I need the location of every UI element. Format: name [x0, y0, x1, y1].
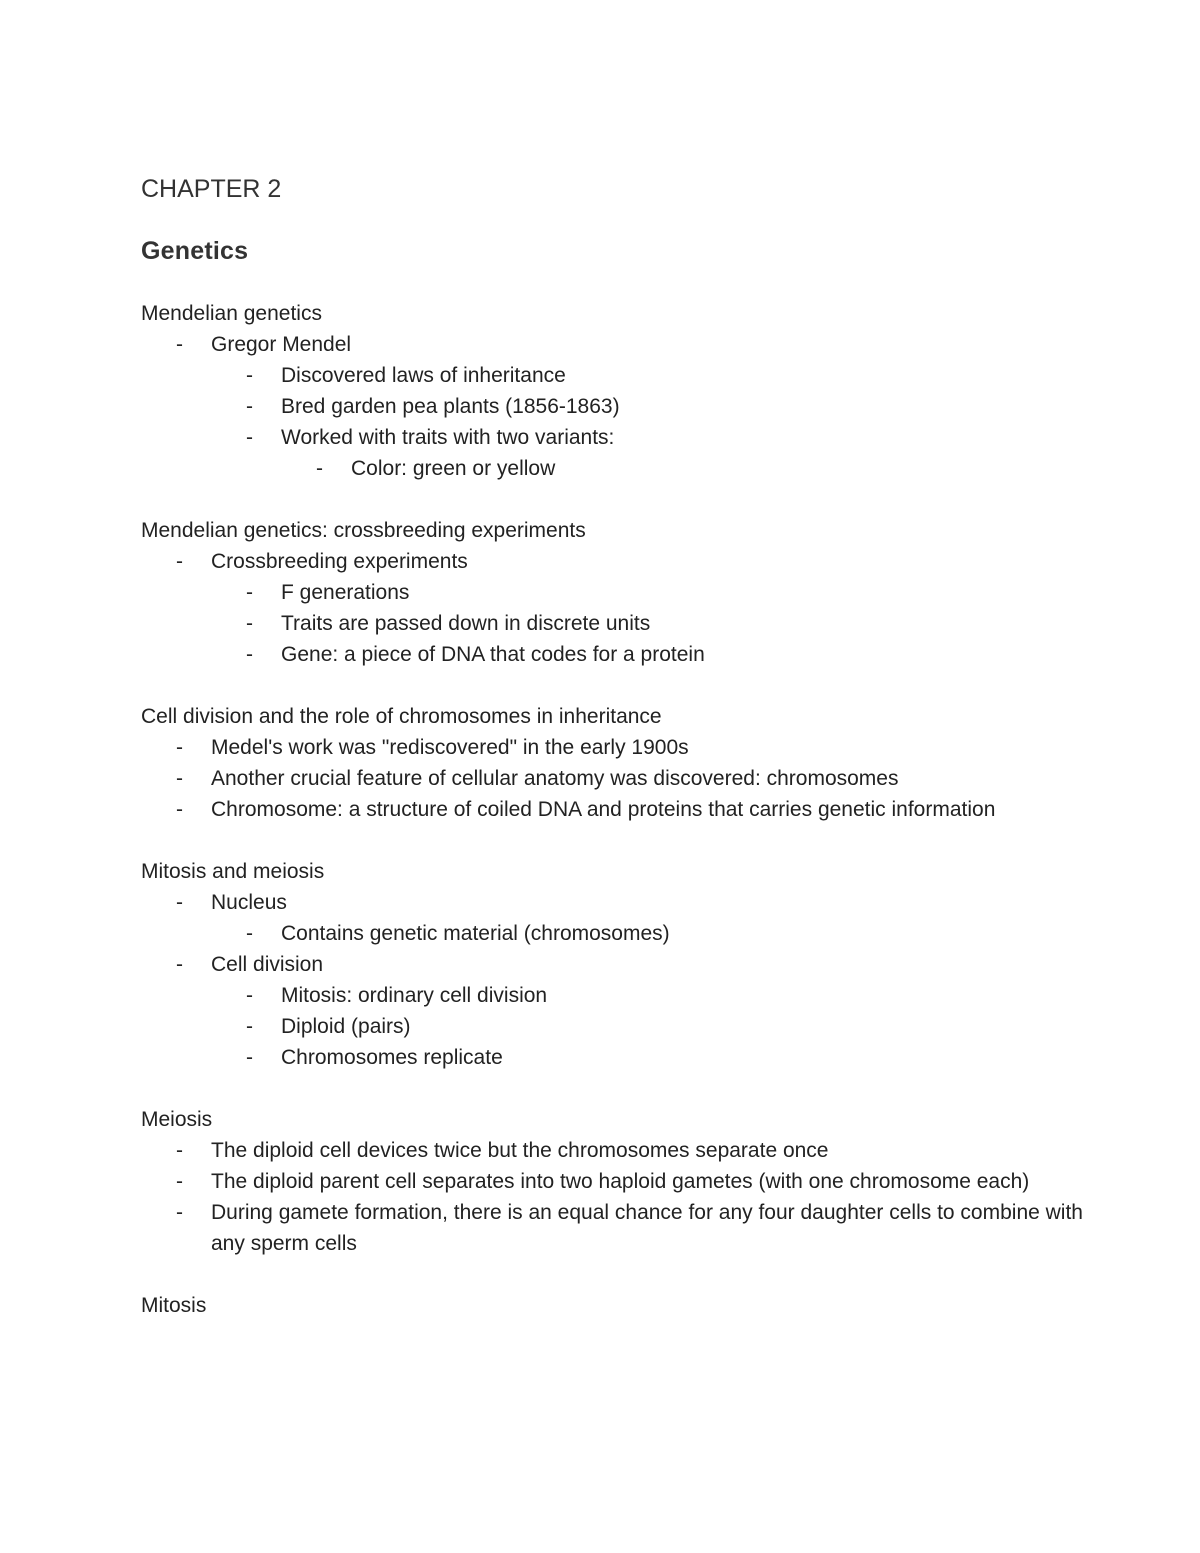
list-item — [211, 422, 1101, 484]
section-heading: Mendelian genetics: crossbreeding experiments — [141, 519, 586, 542]
section — [141, 515, 1101, 670]
list-item — [141, 1135, 1101, 1166]
list-item-text: Gregor Mendel — [211, 333, 352, 356]
bullet-list-level-2 — [211, 980, 1101, 1073]
list-item-text: The diploid cell devices twice but the chromosomes separate once — [211, 1139, 829, 1162]
dash-bullet: - — [246, 984, 253, 1007]
list-item-text: Mitosis: ordinary cell division — [281, 984, 548, 1007]
list-item-text: Contains genetic material (chromosomes) — [281, 922, 670, 945]
document-page — [141, 172, 1101, 1352]
list-item — [211, 1011, 1101, 1042]
list-item — [281, 453, 1101, 484]
list-item — [141, 546, 1101, 670]
section — [141, 856, 1101, 1073]
list-item — [141, 949, 1101, 1073]
bullet-list-level-2 — [211, 577, 1101, 670]
dash-bullet: - — [176, 736, 183, 759]
list-item-text: Color: green or yellow — [351, 457, 556, 480]
list-item — [141, 1197, 1101, 1259]
list-item-text: Diploid (pairs) — [281, 1015, 411, 1038]
list-item-text: During gamete formation, there is an equal chance for any four daughter cells to combine with any sperm cells — [211, 1201, 1083, 1255]
list-item — [211, 980, 1101, 1011]
list-item — [141, 763, 1101, 794]
dash-bullet: - — [246, 612, 253, 635]
list-item-text: Chromosomes replicate — [281, 1046, 503, 1069]
dash-bullet: - — [176, 798, 183, 821]
bullet-list-level-1 — [141, 887, 1101, 1073]
list-item-text: Traits are passed down in discrete units — [281, 612, 651, 635]
bullet-list-level-2 — [211, 360, 1101, 484]
dash-bullet: - — [176, 1201, 183, 1224]
section-heading: Mendelian genetics — [141, 302, 322, 325]
list-item-text: Crossbreeding experiments — [211, 550, 468, 573]
list-item — [141, 1166, 1101, 1197]
bullet-list-level-1 — [141, 329, 1101, 484]
dash-bullet: - — [176, 891, 183, 914]
dash-bullet: - — [316, 457, 323, 480]
list-item-text: Chromosome: a structure of coiled DNA and proteins that carries genetic information — [211, 798, 996, 821]
dash-bullet: - — [176, 953, 183, 976]
list-item-text: Gene: a piece of DNA that codes for a protein — [281, 643, 705, 666]
dash-bullet: - — [246, 395, 253, 418]
list-item — [211, 391, 1101, 422]
list-item-text: Cell division — [211, 953, 324, 976]
section — [141, 298, 1101, 484]
dash-bullet: - — [176, 767, 183, 790]
dash-bullet: - — [176, 1170, 183, 1193]
list-item — [141, 329, 1101, 484]
list-item — [141, 794, 1101, 825]
list-item-text: F generations — [281, 581, 410, 604]
dash-bullet: - — [246, 1046, 253, 1069]
list-item — [211, 918, 1101, 949]
dash-bullet: - — [176, 1139, 183, 1162]
list-item-text: Worked with traits with two variants: — [281, 426, 615, 449]
list-item — [211, 577, 1101, 608]
bullet-list-level-1 — [141, 732, 1101, 825]
list-item-text: The diploid parent cell separates into two haploid gametes (with one chromosome each) — [211, 1170, 1030, 1193]
bullet-list-level-1 — [141, 546, 1101, 670]
notes-body — [141, 298, 1101, 1321]
dash-bullet: - — [176, 550, 183, 573]
section-heading: Cell division and the role of chromosomes in inheritance — [141, 705, 662, 728]
list-item-text: Discovered laws of inheritance — [281, 364, 566, 387]
section — [141, 1290, 1101, 1321]
section — [141, 701, 1101, 825]
list-item-text: Another crucial feature of cellular anatomy was discovered: chromosomes — [211, 767, 899, 790]
section-heading: Mitosis — [141, 1294, 207, 1317]
dash-bullet: - — [246, 1015, 253, 1038]
document-title: Genetics — [141, 237, 249, 265]
list-item — [211, 639, 1101, 670]
chapter-heading: CHAPTER 2 — [141, 175, 282, 203]
dash-bullet: - — [246, 643, 253, 666]
list-item-text: Nucleus — [211, 891, 287, 914]
list-item — [141, 732, 1101, 763]
dash-bullet: - — [246, 426, 253, 449]
dash-bullet: - — [176, 333, 183, 356]
list-item — [211, 608, 1101, 639]
list-item — [141, 887, 1101, 949]
section-heading: Mitosis and meiosis — [141, 860, 325, 883]
bullet-list-level-2 — [211, 918, 1101, 949]
list-item — [211, 360, 1101, 391]
dash-bullet: - — [246, 581, 253, 604]
bullet-list-level-3 — [281, 453, 1101, 484]
section-heading: Meiosis — [141, 1108, 213, 1131]
section — [141, 1104, 1101, 1259]
list-item — [211, 1042, 1101, 1073]
dash-bullet: - — [246, 364, 253, 387]
list-item-text: Bred garden pea plants (1856-1863) — [281, 395, 620, 418]
bullet-list-level-1 — [141, 1135, 1101, 1259]
list-item-text: Medel's work was "rediscovered" in the early 1900s — [211, 736, 689, 759]
dash-bullet: - — [246, 922, 253, 945]
